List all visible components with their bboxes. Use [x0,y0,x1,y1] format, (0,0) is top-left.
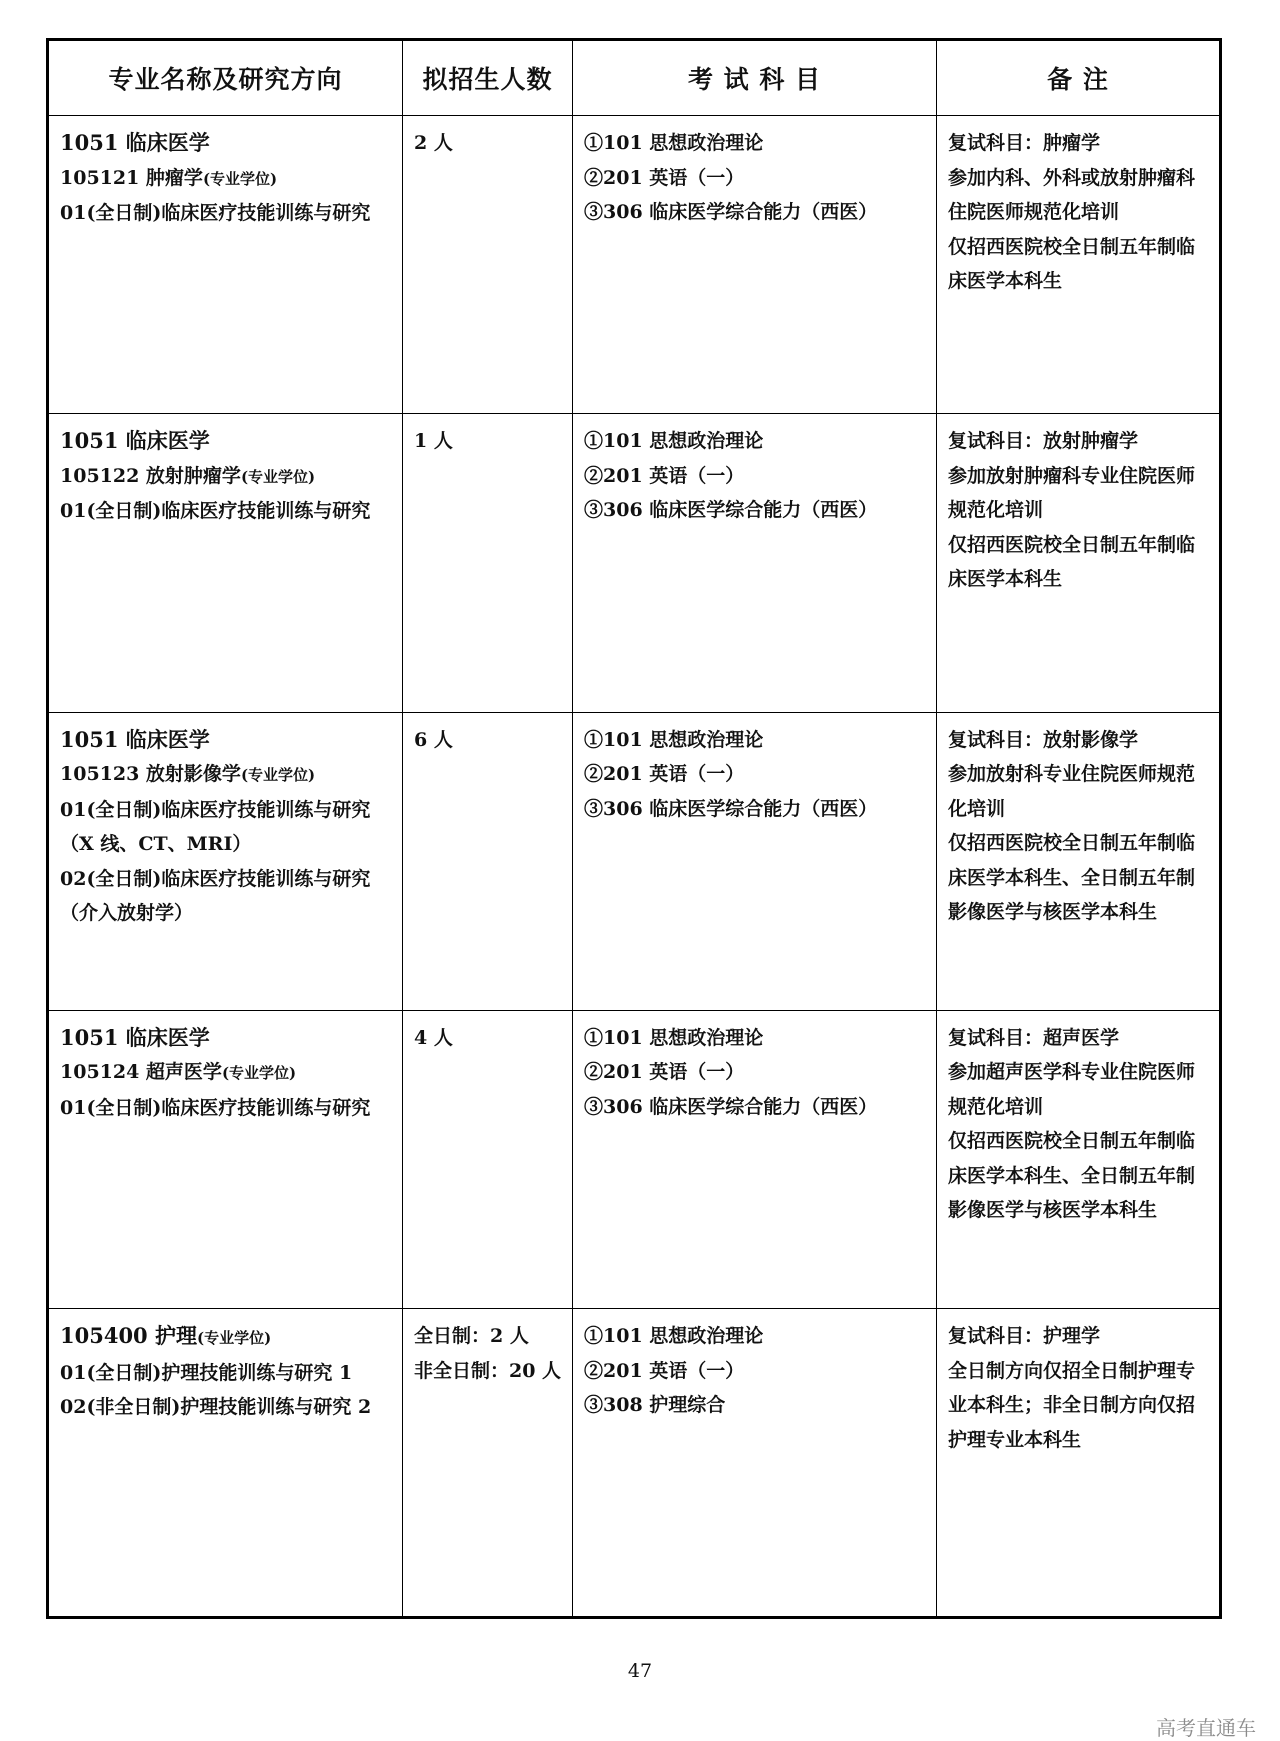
remark-line: 参加放射科专业住院医师规范化培训 [948,763,1196,820]
table-row [48,414,1221,712]
major-name: 1051 临床医学 [60,726,210,752]
exam-subject: ②201 英语（一） [584,1061,745,1084]
degree-type: (专业学位) [221,1064,297,1083]
exam-subject: ①101 思想政治理论 [584,1026,764,1049]
exam-subject: ③306 临床医学综合能力（西医） [584,201,878,223]
degree-type: (专业学位) [240,467,316,486]
quota-cell [403,1309,573,1618]
specialty-name: 105123 放射影像学 [60,763,241,786]
specialty-line [60,757,392,793]
major-name: 1051 临床医学 [60,428,210,454]
remarks-cell [937,712,1221,1010]
major-name: 1051 临床医学 [60,1024,210,1050]
exam-subject: ①101 思想政治理论 [584,728,764,751]
header-exams: 考 试 科 目 [573,40,937,116]
exam-subject: ③306 临床医学综合能力（西医） [584,1095,878,1118]
exams-cell [573,1309,937,1618]
specialty-line [60,161,392,197]
exam-subject: ②201 英语（一） [584,166,745,189]
major-line [60,1319,392,1356]
specialty-name: 105121 肿瘤学 [60,166,203,189]
remarks-cell [937,414,1221,712]
quota-cell [403,116,573,414]
remark-line: 参加超声医学科专业住院医师规范化培训 [948,1061,1196,1118]
header-program: 专业名称及研究方向 [48,40,403,116]
quota-cell [403,414,573,712]
program-cell [48,1309,403,1618]
quota-value: 6 人 [414,728,453,751]
major-name: 1051 临床医学 [60,130,210,155]
admissions-table [46,38,1222,1619]
program-cell [48,414,403,712]
remark-line: 仅招西医院校全日制五年制临床医学本科生、全日制五年制影像医学与核医学本科生 [948,1130,1196,1222]
exam-subject: ①101 思想政治理论 [584,1325,764,1348]
degree-type: (专业学位) [240,766,316,785]
exams-cell [573,116,937,414]
remarks-cell [937,1010,1221,1308]
research-direction: 01(全日制)临床医疗技能训练与研究 [60,1096,371,1119]
quota-value: 1 人 [414,430,453,453]
research-direction: 01(全日制)临床医疗技能训练与研究 [60,202,371,224]
table-row [48,712,1221,1010]
specialty-line [60,1055,392,1091]
remark-line: 复试科目：超声医学 [948,1026,1120,1049]
remark-line: 参加内科、外科或放射肿瘤科住院医师规范化培训 [948,166,1196,223]
remark-line: 复试科目：肿瘤学 [948,132,1101,154]
degree-type: (专业学位) [196,1329,272,1348]
quota-cell [403,712,573,1010]
remark-line: 复试科目：护理学 [948,1325,1101,1348]
program-cell [48,1010,403,1308]
degree-type: (专业学位) [202,169,278,188]
header-quota: 拟招生人数 [403,40,573,116]
remark-line: 复试科目：放射肿瘤学 [948,430,1139,453]
exam-subject: ②201 英语（一） [584,464,745,487]
research-direction: 01(全日制)临床医疗技能训练与研究 [60,500,371,523]
remarks-cell [937,1309,1221,1618]
quota-value: 2 人 [414,132,453,154]
specialty-name: 105122 放射肿瘤学 [60,464,241,487]
watermark: 高考直通车 [1156,1716,1256,1740]
table-row [48,1010,1221,1308]
quota-value: 非全日制：20 人 [414,1359,562,1382]
program-cell [48,712,403,1010]
remark-line: 仅招西医院校全日制五年制临床医学本科生 [948,235,1196,292]
quota-value: 4 人 [414,1026,453,1049]
exams-cell [573,1010,937,1308]
exam-subject: ③306 临床医学综合能力（西医） [584,499,878,522]
exam-subject: ③308 护理综合 [584,1394,726,1417]
remark-line: 仅招西医院校全日制五年制临床医学本科生、全日制五年制影像医学与核医学本科生 [948,832,1196,924]
exams-cell [573,414,937,712]
remark-line: 复试科目：放射影像学 [948,728,1139,751]
remark-line: 全日制方向仅招全日制护理专业本科生；非全日制方向仅招护理专业本科生 [948,1359,1196,1451]
exam-subject: ②201 英语（一） [584,763,745,786]
exam-subject: ③306 临床医学综合能力（西医） [584,797,878,820]
program-cell [48,116,403,414]
table-row [48,1309,1221,1618]
specialty-name: 105124 超声医学 [60,1061,222,1084]
quota-value: 全日制：2 人 [414,1325,529,1348]
exam-subject: ①101 思想政治理论 [584,132,764,154]
specialty-line [60,459,392,495]
table-header-row [48,40,1221,116]
table-row [48,116,1221,414]
header-remarks: 备 注 [937,40,1221,116]
exam-subject: ②201 英语（一） [584,1359,745,1382]
research-direction: 01(全日制)护理技能训练与研究 1 [60,1361,353,1384]
major-name: 105400 护理 [60,1323,197,1349]
exams-cell [573,712,937,1010]
research-direction: 02(全日制)临床医疗技能训练与研究（介入放射学） [60,867,371,925]
research-direction: 01(全日制)临床医疗技能训练与研究（X 线、CT、MRI） [60,798,371,856]
remark-line: 参加放射肿瘤科专业住院医师规范化培训 [948,464,1196,522]
page-number: 47 [627,1660,653,1682]
exam-subject: ①101 思想政治理论 [584,430,764,453]
quota-cell [403,1010,573,1308]
remark-line: 仅招西医院校全日制五年制临床医学本科生 [948,533,1196,591]
remarks-cell [937,116,1221,414]
research-direction: 02(非全日制)护理技能训练与研究 2 [60,1396,372,1419]
